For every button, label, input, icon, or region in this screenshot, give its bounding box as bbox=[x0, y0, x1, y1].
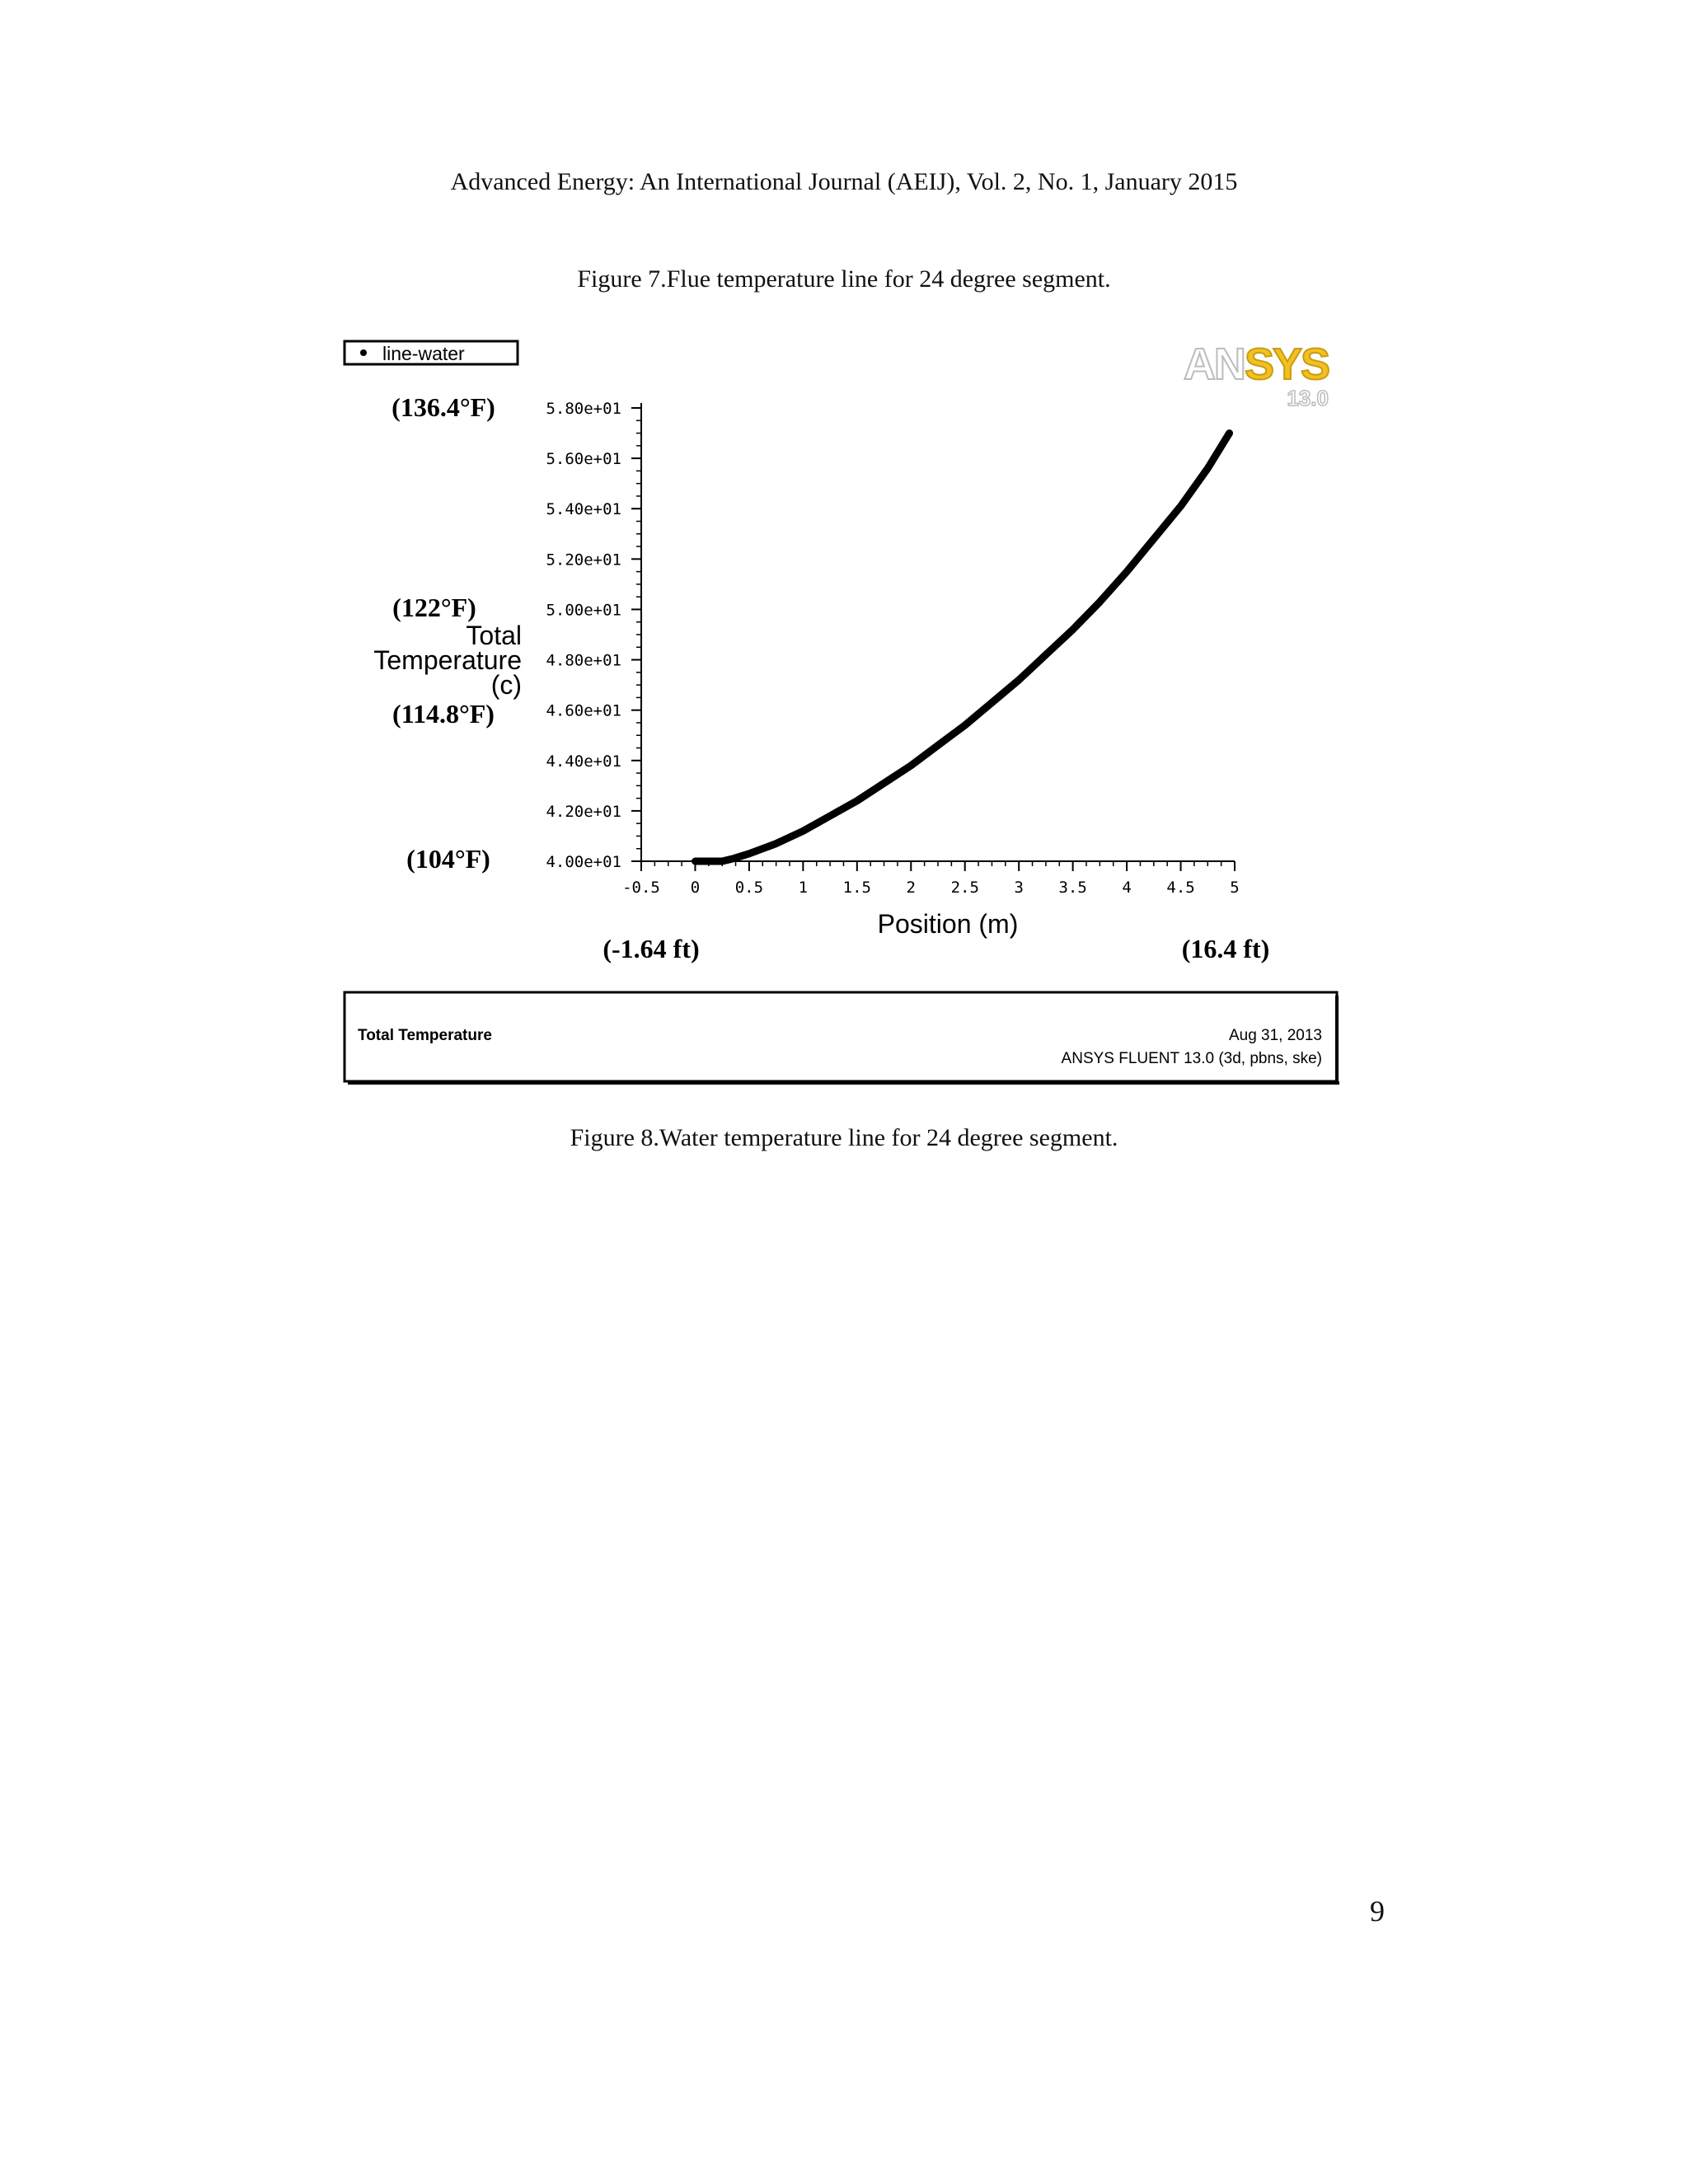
y-tick-label: 4.60e+01 bbox=[546, 701, 621, 720]
plot-area bbox=[546, 400, 1239, 897]
series-line-water bbox=[696, 434, 1230, 861]
running-header: Advanced Energy: An International Journal (AEIJ), Vol. 2, No. 1, January 2015 bbox=[450, 168, 1238, 195]
y-tick-label: 5.00e+01 bbox=[546, 601, 621, 620]
y-axis-title-line-2: Temperature bbox=[373, 645, 522, 675]
annotation-104f: (104°F) bbox=[406, 844, 490, 874]
y-axis-title-line-1: Total bbox=[466, 621, 522, 650]
annotation-122f: (122°F) bbox=[392, 593, 476, 622]
logo-version: 13.0 bbox=[1287, 386, 1329, 410]
legend-label: line-water bbox=[382, 343, 465, 364]
x-tick-label: 0 bbox=[690, 879, 701, 897]
page-number: 9 bbox=[1370, 1895, 1385, 1928]
x-tick-label: 5 bbox=[1230, 879, 1240, 897]
annotation-136-4f: (136.4°F) bbox=[392, 392, 495, 422]
y-axis-title-line-3: (c) bbox=[490, 670, 522, 700]
footer-variable-name: Total Temperature bbox=[358, 1027, 492, 1044]
y-tick-label: 5.60e+01 bbox=[546, 450, 621, 469]
annotation-16-4ft: (16.4 ft) bbox=[1181, 934, 1270, 963]
legend bbox=[345, 341, 518, 364]
logo-text-sys: SYS bbox=[1244, 340, 1329, 389]
y-tick-label: 4.80e+01 bbox=[546, 651, 621, 670]
logo-text-an: AN bbox=[1183, 340, 1245, 389]
y-tick-label: 5.40e+01 bbox=[546, 500, 621, 519]
figure-footer-box bbox=[345, 992, 1339, 1083]
ansys-logo bbox=[1184, 340, 1329, 410]
legend-marker bbox=[360, 349, 367, 356]
svg-text:ANSYS bbox=[1184, 340, 1329, 389]
y-tick-label: 5.80e+01 bbox=[546, 400, 621, 418]
x-axis-title: Position (m) bbox=[877, 909, 1019, 939]
x-tick-label: 0.5 bbox=[734, 879, 764, 897]
annotation-114-8f: (114.8°F) bbox=[392, 699, 495, 729]
footer-date: Aug 31, 2013 bbox=[1228, 1027, 1322, 1044]
figure-7-caption: Figure 7.Flue temperature line for 24 degree segment. bbox=[577, 265, 1111, 293]
x-tick-label: 2 bbox=[906, 879, 916, 897]
x-tick-label: 4.5 bbox=[1166, 879, 1195, 897]
annotation-neg-1-64ft: (-1.64 ft) bbox=[603, 934, 700, 963]
figure-8-caption: Figure 8.Water temperature line for 24 degree segment. bbox=[570, 1124, 1118, 1151]
x-tick-label: -0.5 bbox=[622, 879, 660, 897]
y-tick-label: 4.20e+01 bbox=[546, 802, 621, 821]
y-tick-label: 5.20e+01 bbox=[546, 551, 621, 569]
x-tick-label: 1 bbox=[798, 879, 809, 897]
y-axis-title bbox=[373, 621, 522, 700]
y-tick-label: 4.00e+01 bbox=[546, 853, 621, 871]
x-tick-label: 2.5 bbox=[950, 879, 979, 897]
x-tick-label: 3.5 bbox=[1058, 879, 1087, 897]
y-tick-label: 4.40e+01 bbox=[546, 752, 621, 771]
x-tick-label: 4 bbox=[1122, 879, 1132, 897]
x-tick-label: 1.5 bbox=[842, 879, 871, 897]
x-tick-label: 3 bbox=[1014, 879, 1024, 897]
footer-solver-info: ANSYS FLUENT 13.0 (3d, pbns, ske) bbox=[1061, 1050, 1322, 1067]
